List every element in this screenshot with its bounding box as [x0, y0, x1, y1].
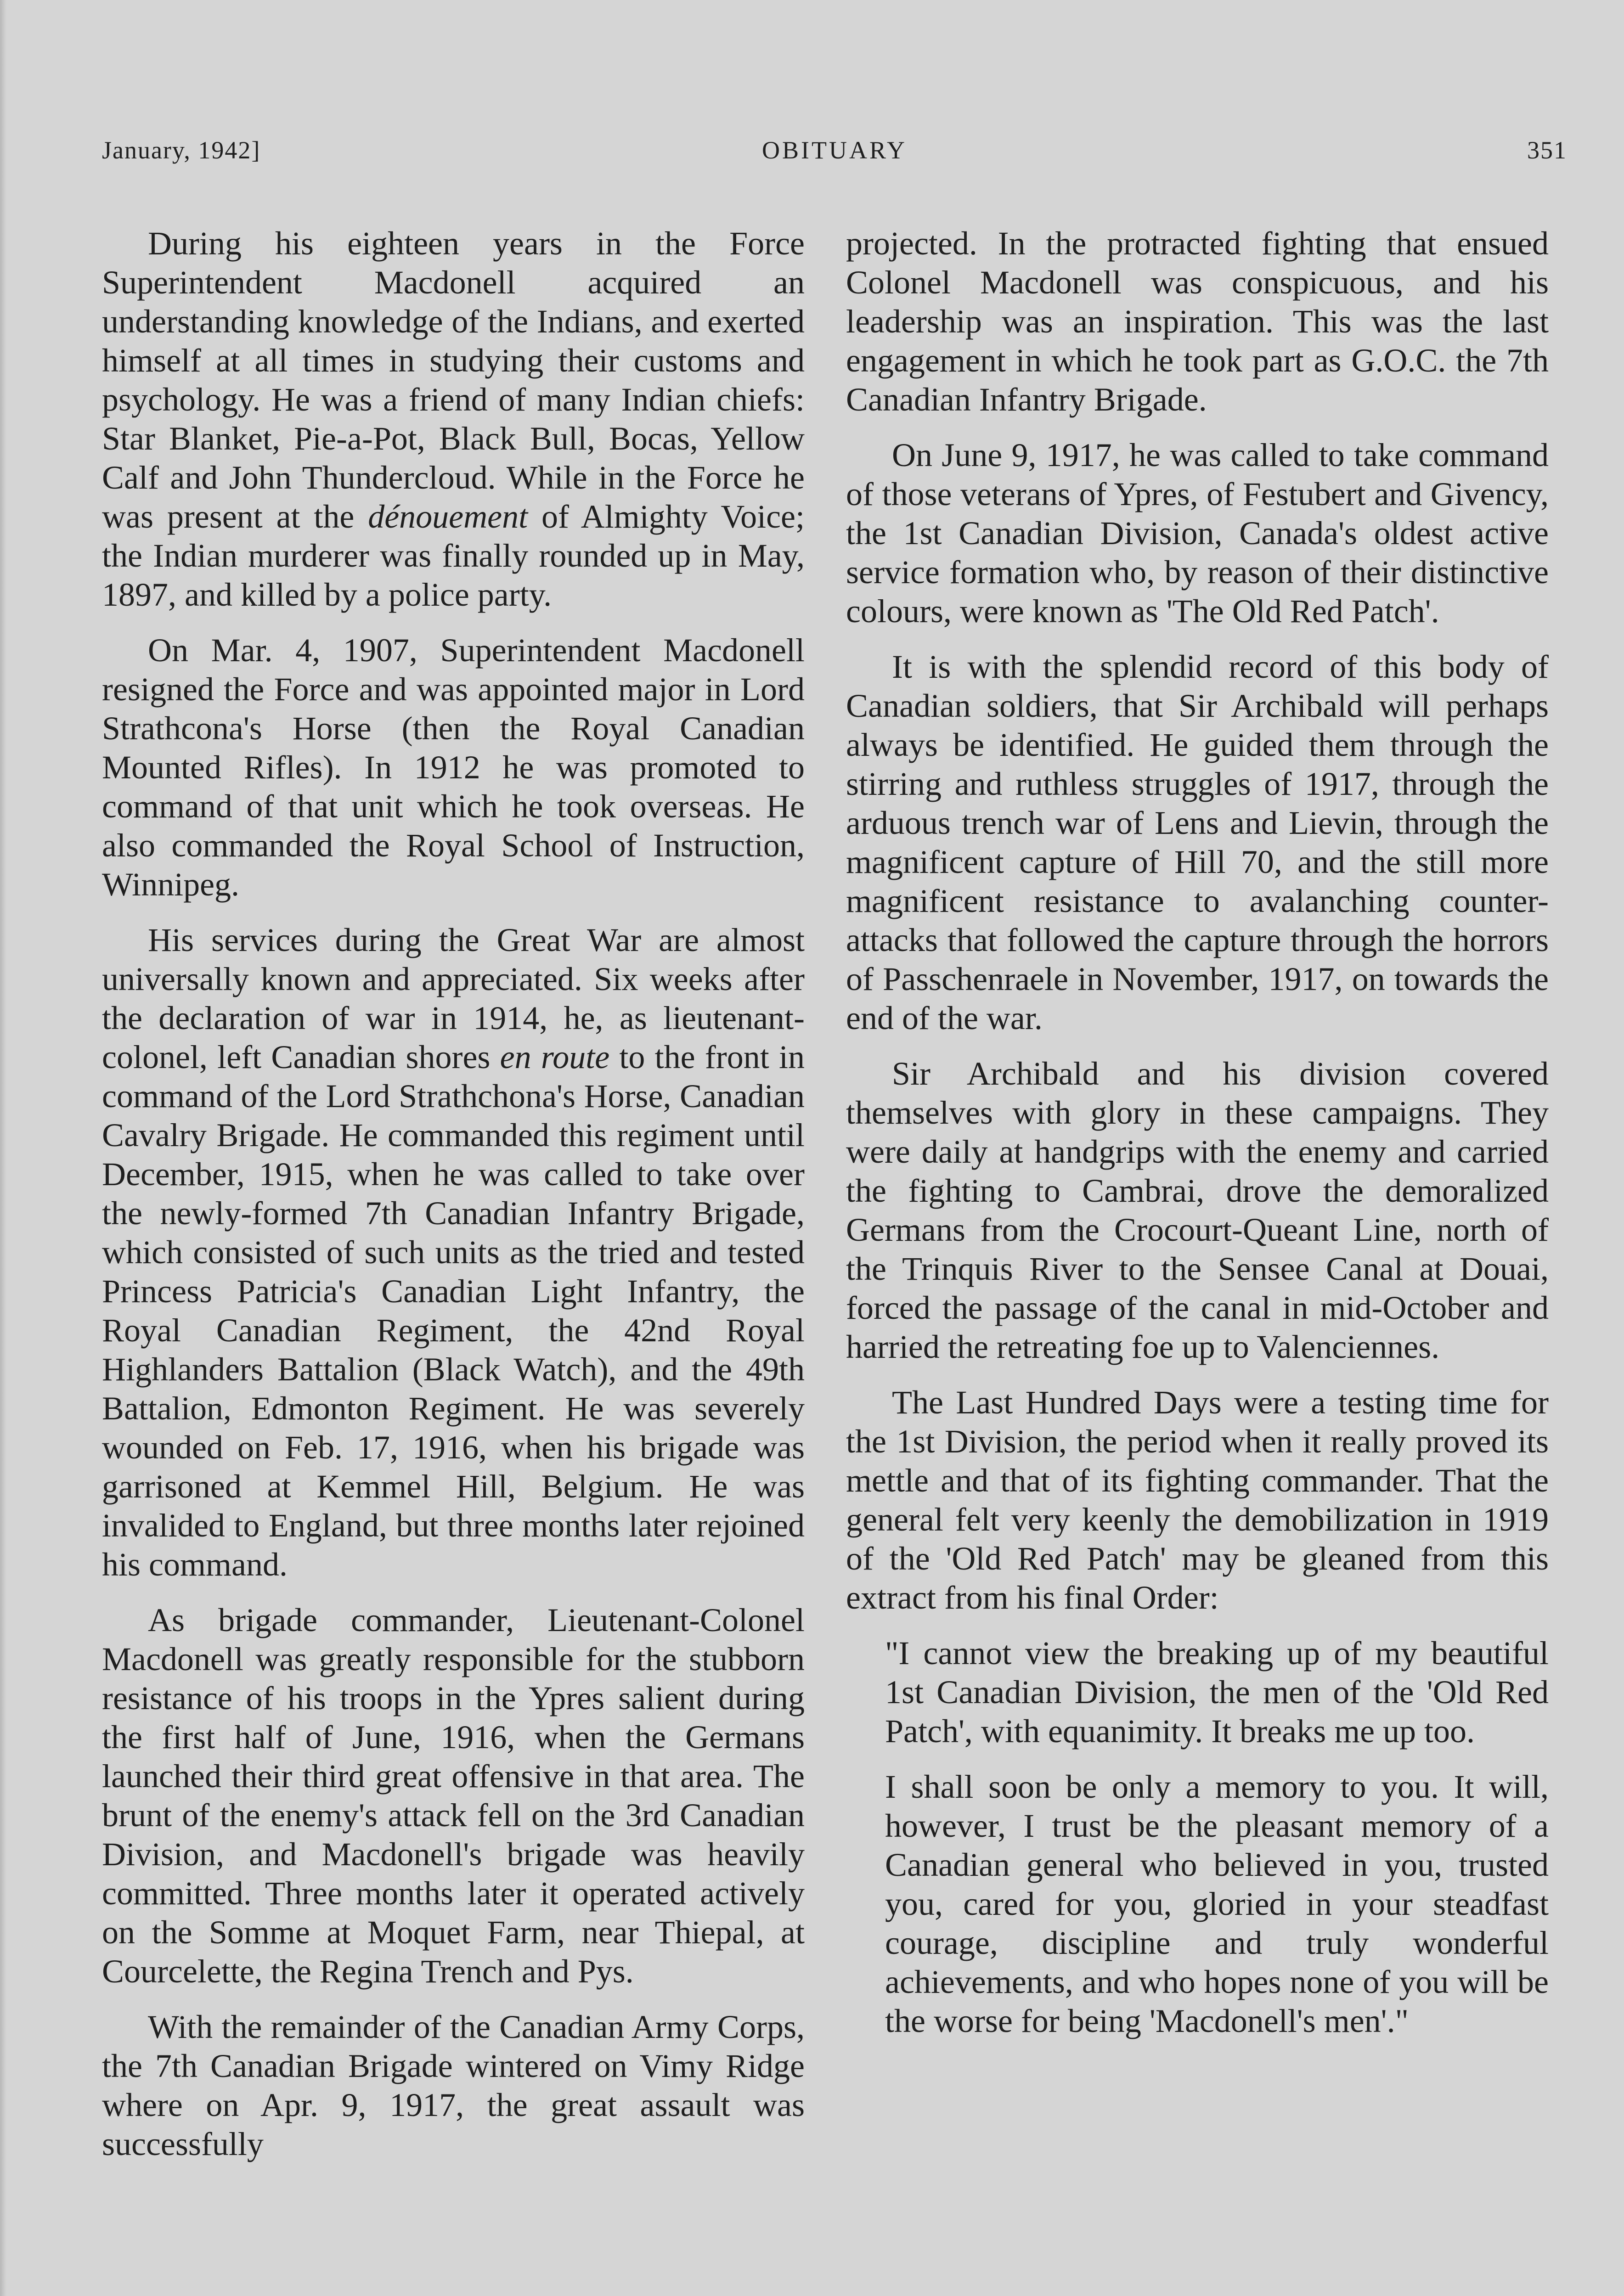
- header-page-number: 351: [1527, 136, 1567, 164]
- paragraph: It is with the splendid record of this body of Canadian soldiers, that Sir Archibald will perhaps always be identified. He guided them through the stirring and ruthless struggles of 1917, through the arduous trench war of Lens and Lievin, through the magnificent capture of Hill 70, and the still more magnificent resistance to avalanching counter-attacks that followed the capture through the horrors of Passchenraele in November, 1917, on towards the end of the war.: [846, 648, 1549, 1036]
- paragraph-text: of Almighty Voice; the Indian murderer was finally rounded up in May, 1897, and killed by a police party.: [102, 498, 805, 613]
- italic-term: en route: [500, 1039, 610, 1075]
- paragraph-text: During his eighteen years in the Force Superintendent Macdonell acquired an understanding knowledge of the Indians, and exerted himself at all times in studying their customs and psychology. He was a friend of many Indian chiefs: Star Blanket, Pie-a-Pot, Black Bull, Bocas, Yellow Calf and John Thundercloud. While in the Force he was present at the: [102, 225, 805, 535]
- quoted-order-paragraph: I shall soon be only a memory to you. It will, however, I trust be the pleasant memory of a Canadian general who believed in you, trusted you, cared for you, gloried in your steadfast courage, discipline and truly wonderful achievements, and who hopes none of you will be the worse for being 'Macdonell's men'.": [885, 1768, 1549, 2039]
- italic-term: dénouement: [368, 498, 528, 535]
- left-column: [102, 224, 805, 2180]
- right-column: [846, 224, 1549, 2057]
- paragraph: With the remainder of the Canadian Army Corps, the 7th Canadian Brigade wintered on Vimy Ridge where on Apr. 9, 1917, the great assault was successfully: [102, 2009, 805, 2162]
- paragraph-text: to the front in command of the Lord Strathchona's Horse, Canadian Cavalry Brigade. He commanded this regiment until December, 1915, when he was called to take over the newly-formed 7th Canadian Infantry Brigade, which consisted of such units as the tried and tested Princess Patricia's Canadian Light Infantry, the Royal Canadian Regiment, the 42nd Royal Highlanders Battalion (Black Watch), and the 49th Battalion, Edmonton Regiment. He was severely wounded on Feb. 17, 1916, when his brigade was garrisoned at Kemmel Hill, Belgium. He was invalided to England, but three months later rejoined his command.: [102, 1039, 805, 1583]
- page-edge-shadow: [0, 0, 6, 2296]
- paragraph: [102, 921, 805, 1584]
- quoted-order-paragraph: "I cannot view the breaking up of my beautiful 1st Canadian Division, the men of the 'Old Red Patch', with equanimity. It breaks me up too.: [885, 1635, 1549, 1750]
- paragraph: The Last Hundred Days were a testing time for the 1st Division, the period when it really proved its mettle and that of its fighting commander. That the general felt very keenly the demobilization in 1919 of the 'Old Red Patch' may be gleaned from this extract from his final Order:: [846, 1384, 1549, 1616]
- paragraph: As brigade commander, Lieutenant-Colonel Macdonell was greatly responsible for the stubborn resistance of his troops in the Ypres salient during the first half of June, 1916, when the Germans launched their third great offensive in that area. The brunt of the enemy's attack fell on the 3rd Canadian Division, and Macdonell's brigade was heavily committed. Three months later it operated actively on the Somme at Moquet Farm, near Thiepal, at Courcelette, the Regina Trench and Pys.: [102, 1602, 805, 1990]
- running-head: [102, 136, 1567, 173]
- paragraph: On June 9, 1917, he was called to take command of those veterans of Ypres, of Festubert and Givency, the 1st Canadian Division, Canada's oldest active service formation who, by reason of their distinctive colours, were known as 'The Old Red Patch'.: [846, 437, 1549, 630]
- paragraph: projected. In the protracted fighting that ensued Colonel Macdonell was conspicuous, and his leadership was an inspiration. This was the last engagement in which he took part as G.O.C. the 7th Canadian Infantry Brigade.: [846, 225, 1549, 418]
- header-section-title: OBITUARY: [761, 136, 907, 164]
- paragraph-text: His services during the Great War are almost universally known and appreciated. Six weeks after the declaration of war in 1914, he, as lieutenant-colonel, left Canadian shores: [102, 922, 805, 1075]
- header-date: January, 1942]: [102, 136, 261, 164]
- paragraph: On Mar. 4, 1907, Superintendent Macdonell resigned the Force and was appointed major in Lord Strathcona's Horse (then the Royal Canadian Mounted Rifles). In 1912 he was promoted to command of that unit which he took overseas. He also commanded the Royal School of Instruction, Winnipeg.: [102, 632, 805, 903]
- paragraph: Sir Archibald and his division covered themselves with glory in these campaigns. They were daily at handgrips with the enemy and carried the fighting to Cambrai, drove the demoralized Germans from the Crocourt-Queant Line, north of the Trinquis River to the Sensee Canal at Douai, forced the passage of the canal in mid-October and harried the retreating foe up to Valenciennes.: [846, 1055, 1549, 1365]
- paragraph: [102, 224, 805, 614]
